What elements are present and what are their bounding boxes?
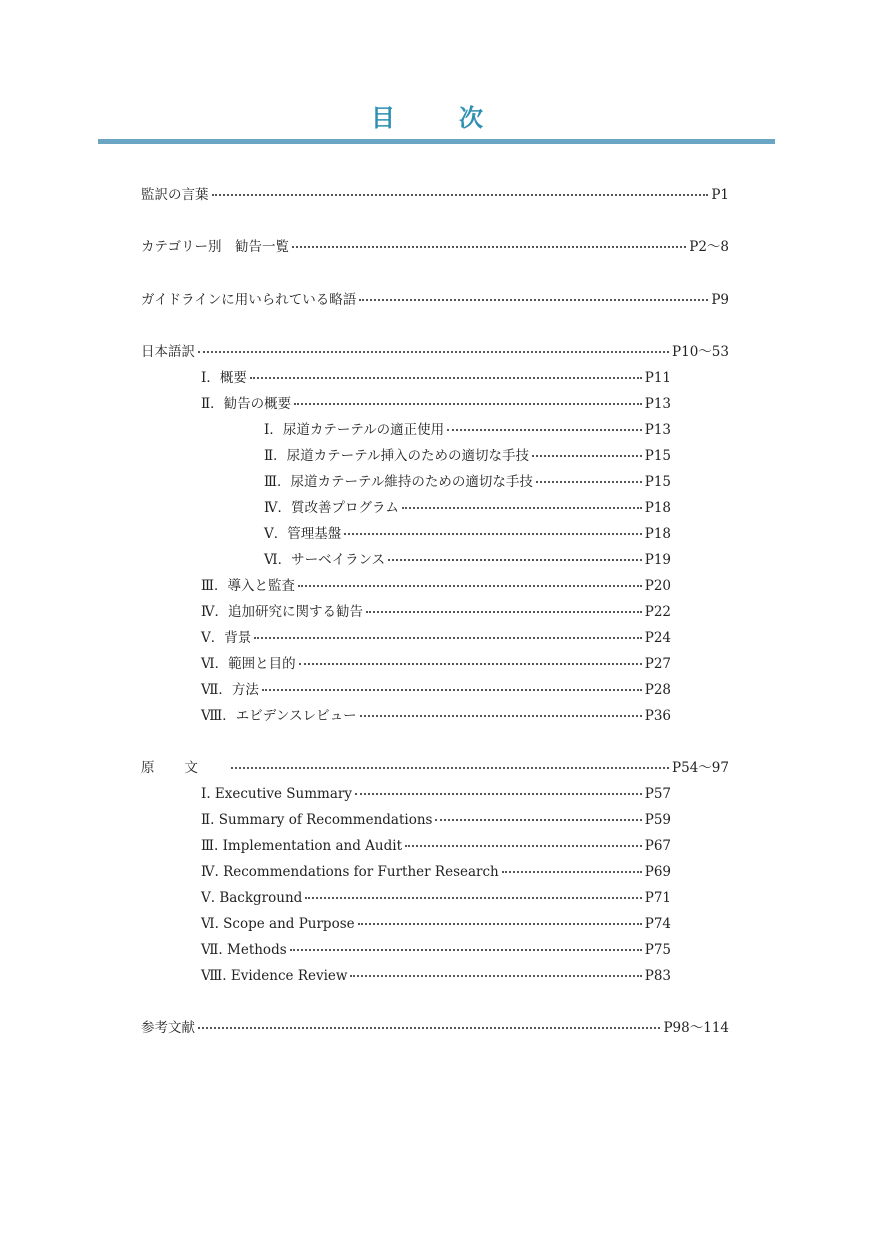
toc-entry[interactable] bbox=[201, 626, 671, 647]
toc-entry[interactable] bbox=[201, 574, 671, 595]
toc-page: P98～114 bbox=[663, 1020, 729, 1036]
toc-label: 日本語訳 bbox=[141, 344, 195, 360]
toc-label: Ⅲ. Implementation and Audit bbox=[201, 838, 403, 854]
toc-label: Ⅲ．尿道カテーテル維持のための適切な手技 bbox=[264, 474, 533, 490]
toc-label: 原文 bbox=[141, 760, 228, 776]
toc-label: Ⅵ．サーベイランス bbox=[264, 552, 386, 568]
toc-entry[interactable] bbox=[264, 444, 671, 465]
toc-label: Ⅵ. Scope and Purpose bbox=[201, 916, 355, 932]
toc-label: Ⅱ．尿道カテーテル挿入のための適切な手技 bbox=[264, 448, 530, 464]
toc-page: P20 bbox=[644, 578, 671, 594]
toc-label: Ⅷ．エビデンスレビュー bbox=[201, 708, 357, 724]
toc-entry[interactable] bbox=[264, 418, 671, 439]
toc-leader bbox=[198, 1013, 660, 1029]
toc-label: 監訳の言葉 bbox=[141, 187, 209, 203]
toc-entry[interactable] bbox=[201, 834, 671, 855]
toc-leader bbox=[402, 493, 642, 509]
toc-leader bbox=[298, 571, 642, 587]
toc-leader bbox=[366, 597, 642, 613]
toc-page: P9 bbox=[711, 292, 729, 308]
toc-leader bbox=[536, 467, 642, 483]
toc-page: P67 bbox=[644, 838, 671, 854]
toc-label: Ⅴ. Background bbox=[201, 890, 303, 906]
toc-label: ガイドラインに用いられている略語 bbox=[141, 292, 357, 308]
toc-entry[interactable] bbox=[201, 366, 671, 387]
toc-page: P71 bbox=[644, 890, 671, 906]
toc-entry[interactable] bbox=[201, 964, 671, 985]
toc-label: Ⅰ．概要 bbox=[201, 370, 247, 386]
toc-page: P54～97 bbox=[672, 760, 729, 776]
toc-page: P1 bbox=[711, 187, 729, 203]
toc-entry[interactable] bbox=[201, 600, 671, 621]
toc-entry[interactable] bbox=[264, 470, 671, 491]
toc-label: Ⅰ. Executive Summary bbox=[201, 786, 352, 802]
toc-entry[interactable] bbox=[201, 678, 671, 699]
toc-entry[interactable] bbox=[201, 652, 671, 673]
toc-leader bbox=[502, 857, 642, 873]
toc-leader bbox=[388, 545, 642, 561]
toc-page: P24 bbox=[644, 630, 671, 646]
toc-leader bbox=[198, 337, 669, 353]
toc-entry[interactable] bbox=[201, 808, 671, 829]
toc-label: Ⅳ. Recommendations for Further Research bbox=[201, 864, 499, 880]
toc-page: P28 bbox=[644, 682, 671, 698]
toc-page: P75 bbox=[644, 942, 671, 958]
toc-leader bbox=[405, 831, 642, 847]
toc-page: P10～53 bbox=[672, 344, 729, 360]
toc-label: カテゴリー別 勧告一覧 bbox=[141, 239, 289, 255]
toc-page: P19 bbox=[644, 552, 671, 568]
toc-leader bbox=[231, 753, 669, 769]
toc-page: P11 bbox=[644, 370, 671, 386]
toc-entry[interactable] bbox=[141, 756, 729, 777]
toc-leader bbox=[262, 675, 642, 691]
toc-label: Ⅳ．質改善プログラム bbox=[264, 500, 399, 516]
toc-entry[interactable] bbox=[141, 235, 729, 256]
toc-entry[interactable] bbox=[201, 912, 671, 933]
toc-leader bbox=[254, 623, 641, 639]
toc-entry[interactable] bbox=[141, 1016, 729, 1037]
toc-page: P27 bbox=[644, 656, 671, 672]
toc-entry[interactable] bbox=[264, 496, 671, 517]
toc-label: Ⅶ．方法 bbox=[201, 682, 259, 698]
toc-label: Ⅱ. Summary of Recommendations bbox=[201, 812, 433, 828]
toc-page: P15 bbox=[644, 448, 671, 464]
toc-page: P18 bbox=[644, 500, 671, 516]
toc-leader bbox=[350, 961, 641, 977]
toc-label: Ⅳ．追加研究に関する勧告 bbox=[201, 604, 363, 620]
toc-page: P57 bbox=[644, 786, 671, 802]
toc-page: P74 bbox=[644, 916, 671, 932]
toc-leader bbox=[358, 909, 642, 925]
toc-page: P13 bbox=[644, 422, 671, 438]
toc-label: Ⅱ．勧告の概要 bbox=[201, 396, 292, 412]
toc-leader bbox=[355, 779, 642, 795]
toc-page: P15 bbox=[644, 474, 671, 490]
toc-leader bbox=[435, 805, 641, 821]
toc-label: Ⅷ. Evidence Review bbox=[201, 968, 348, 984]
toc-entry[interactable] bbox=[201, 782, 671, 803]
toc-page: P22 bbox=[644, 604, 671, 620]
toc-entry[interactable] bbox=[141, 183, 729, 204]
toc-entry[interactable] bbox=[201, 392, 671, 413]
toc-leader bbox=[360, 701, 642, 717]
toc-entry[interactable] bbox=[201, 860, 671, 881]
toc-entry[interactable] bbox=[141, 288, 729, 309]
toc-entry[interactable] bbox=[201, 886, 671, 907]
toc-page: P2～8 bbox=[689, 239, 729, 255]
toc-page: P59 bbox=[644, 812, 671, 828]
toc-page: P13 bbox=[644, 396, 671, 412]
toc-page: P69 bbox=[644, 864, 671, 880]
toc-label: 参考文献 bbox=[141, 1020, 195, 1036]
toc-label: Ⅴ．背景 bbox=[201, 630, 252, 646]
toc-page: P36 bbox=[644, 708, 671, 724]
toc-leader bbox=[299, 649, 642, 665]
toc-leader bbox=[359, 285, 708, 301]
toc-leader bbox=[305, 883, 641, 899]
toc-entry[interactable] bbox=[264, 522, 671, 543]
toc-label: Ⅲ．導入と監査 bbox=[201, 578, 296, 594]
toc-entry[interactable] bbox=[201, 704, 671, 725]
toc-leader bbox=[344, 519, 641, 535]
toc-entry[interactable] bbox=[201, 938, 671, 959]
toc-leader bbox=[532, 441, 642, 457]
toc-label: Ⅰ．尿道カテーテルの適正使用 bbox=[264, 422, 445, 438]
toc-label: Ⅴ．管理基盤 bbox=[264, 526, 342, 542]
toc-leader bbox=[447, 415, 642, 431]
toc-page: P83 bbox=[644, 968, 671, 984]
page-title: 目 次 bbox=[371, 104, 503, 132]
toc-leader bbox=[250, 363, 642, 379]
toc-label: Ⅵ．範囲と目的 bbox=[201, 656, 296, 672]
toc-entry[interactable] bbox=[141, 340, 729, 361]
toc-leader bbox=[294, 389, 642, 405]
toc-leader bbox=[290, 935, 642, 951]
toc-page: P18 bbox=[644, 526, 671, 542]
toc-label: Ⅶ. Methods bbox=[201, 942, 287, 958]
toc-entry[interactable] bbox=[264, 548, 671, 569]
toc-leader bbox=[292, 232, 686, 248]
toc-leader bbox=[212, 180, 709, 196]
